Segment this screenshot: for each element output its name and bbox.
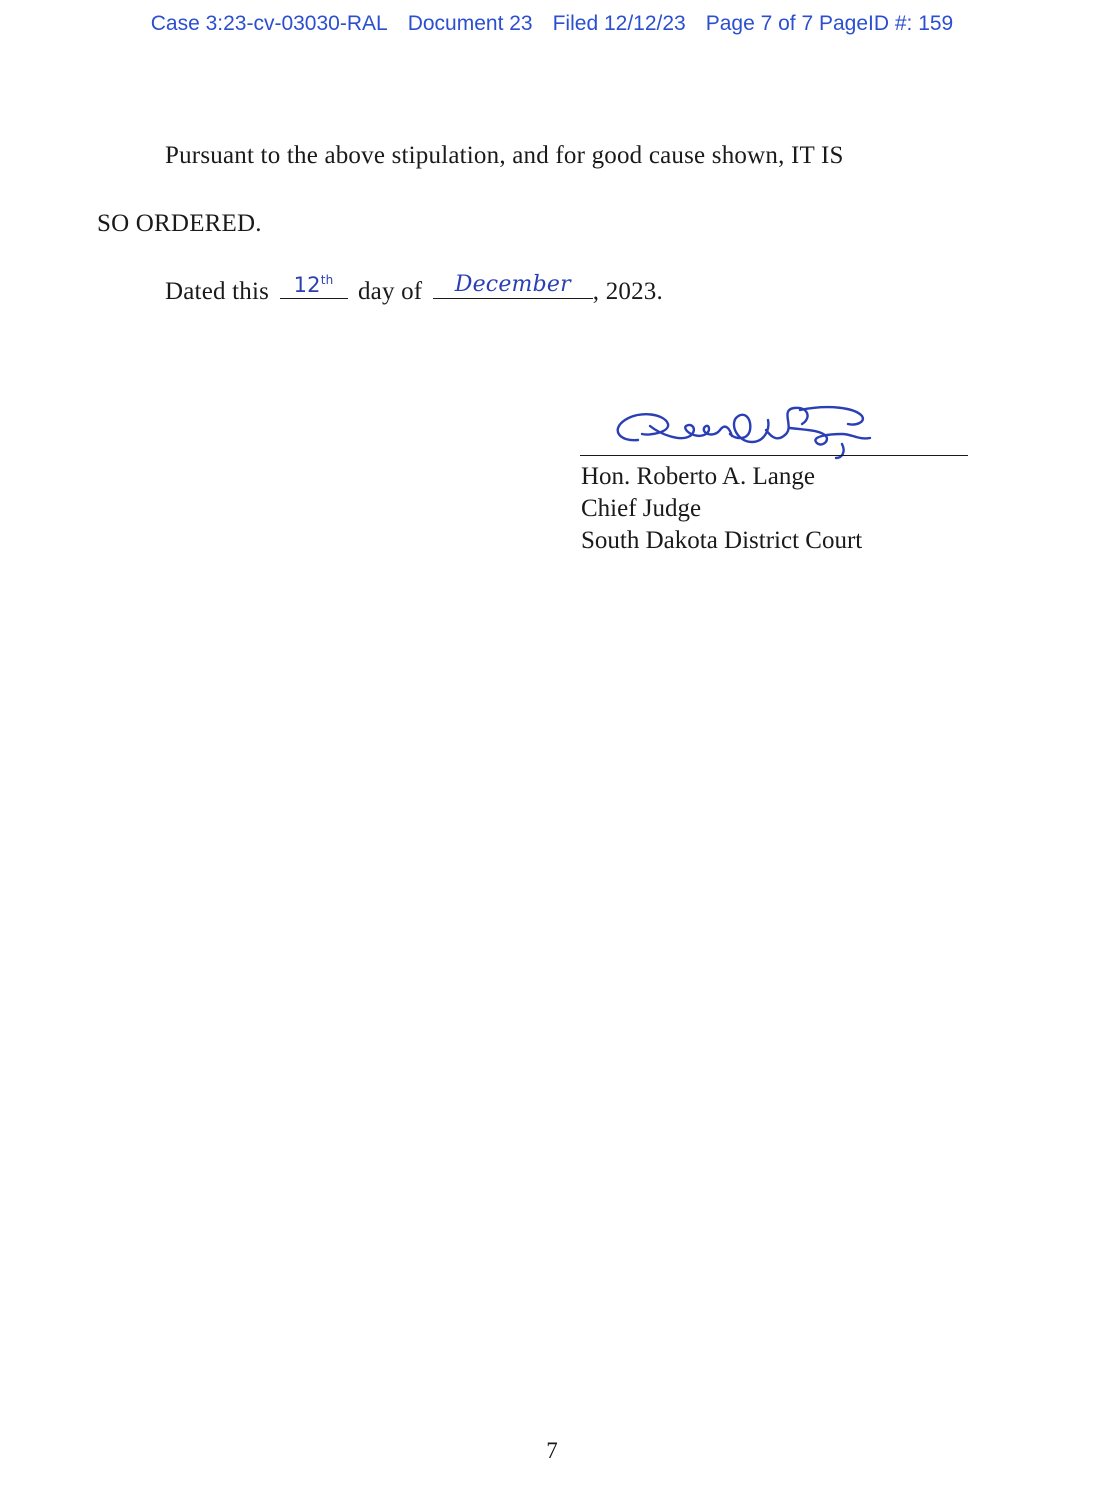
dated-suffix: , 2023. <box>592 278 663 305</box>
day-handwritten <box>280 274 348 296</box>
signer-title: Chief Judge <box>581 495 702 522</box>
page-id: Page 7 of 7 PageID #: 159 <box>705 12 954 35</box>
page-number: 7 <box>546 1438 558 1463</box>
day-blank <box>280 272 348 299</box>
month-blank <box>433 272 593 299</box>
order-paragraph-line-1: Pursuant to the above stipulation, and for good cause shown, IT IS <box>165 142 844 169</box>
dated-middle: day of <box>351 278 429 305</box>
dated-prefix: Dated this <box>165 278 276 305</box>
dated-line <box>165 272 663 306</box>
day-number: 12 <box>293 273 321 297</box>
ecf-header <box>0 12 1104 36</box>
filed-date: Filed 12/12/23 <box>552 12 686 35</box>
signature-line <box>580 455 968 456</box>
case-number: Case 3:23-cv-03030-RAL <box>150 12 388 35</box>
signer-court: South Dakota District Court <box>581 527 863 554</box>
month-handwritten: December <box>454 272 571 297</box>
order-paragraph-line-2: SO ORDERED. <box>97 210 262 237</box>
judge-signature <box>580 400 970 460</box>
day-ordinal: th <box>320 273 334 287</box>
document-number: Document 23 <box>407 12 533 35</box>
signer-name: Hon. Roberto A. Lange <box>581 463 815 490</box>
